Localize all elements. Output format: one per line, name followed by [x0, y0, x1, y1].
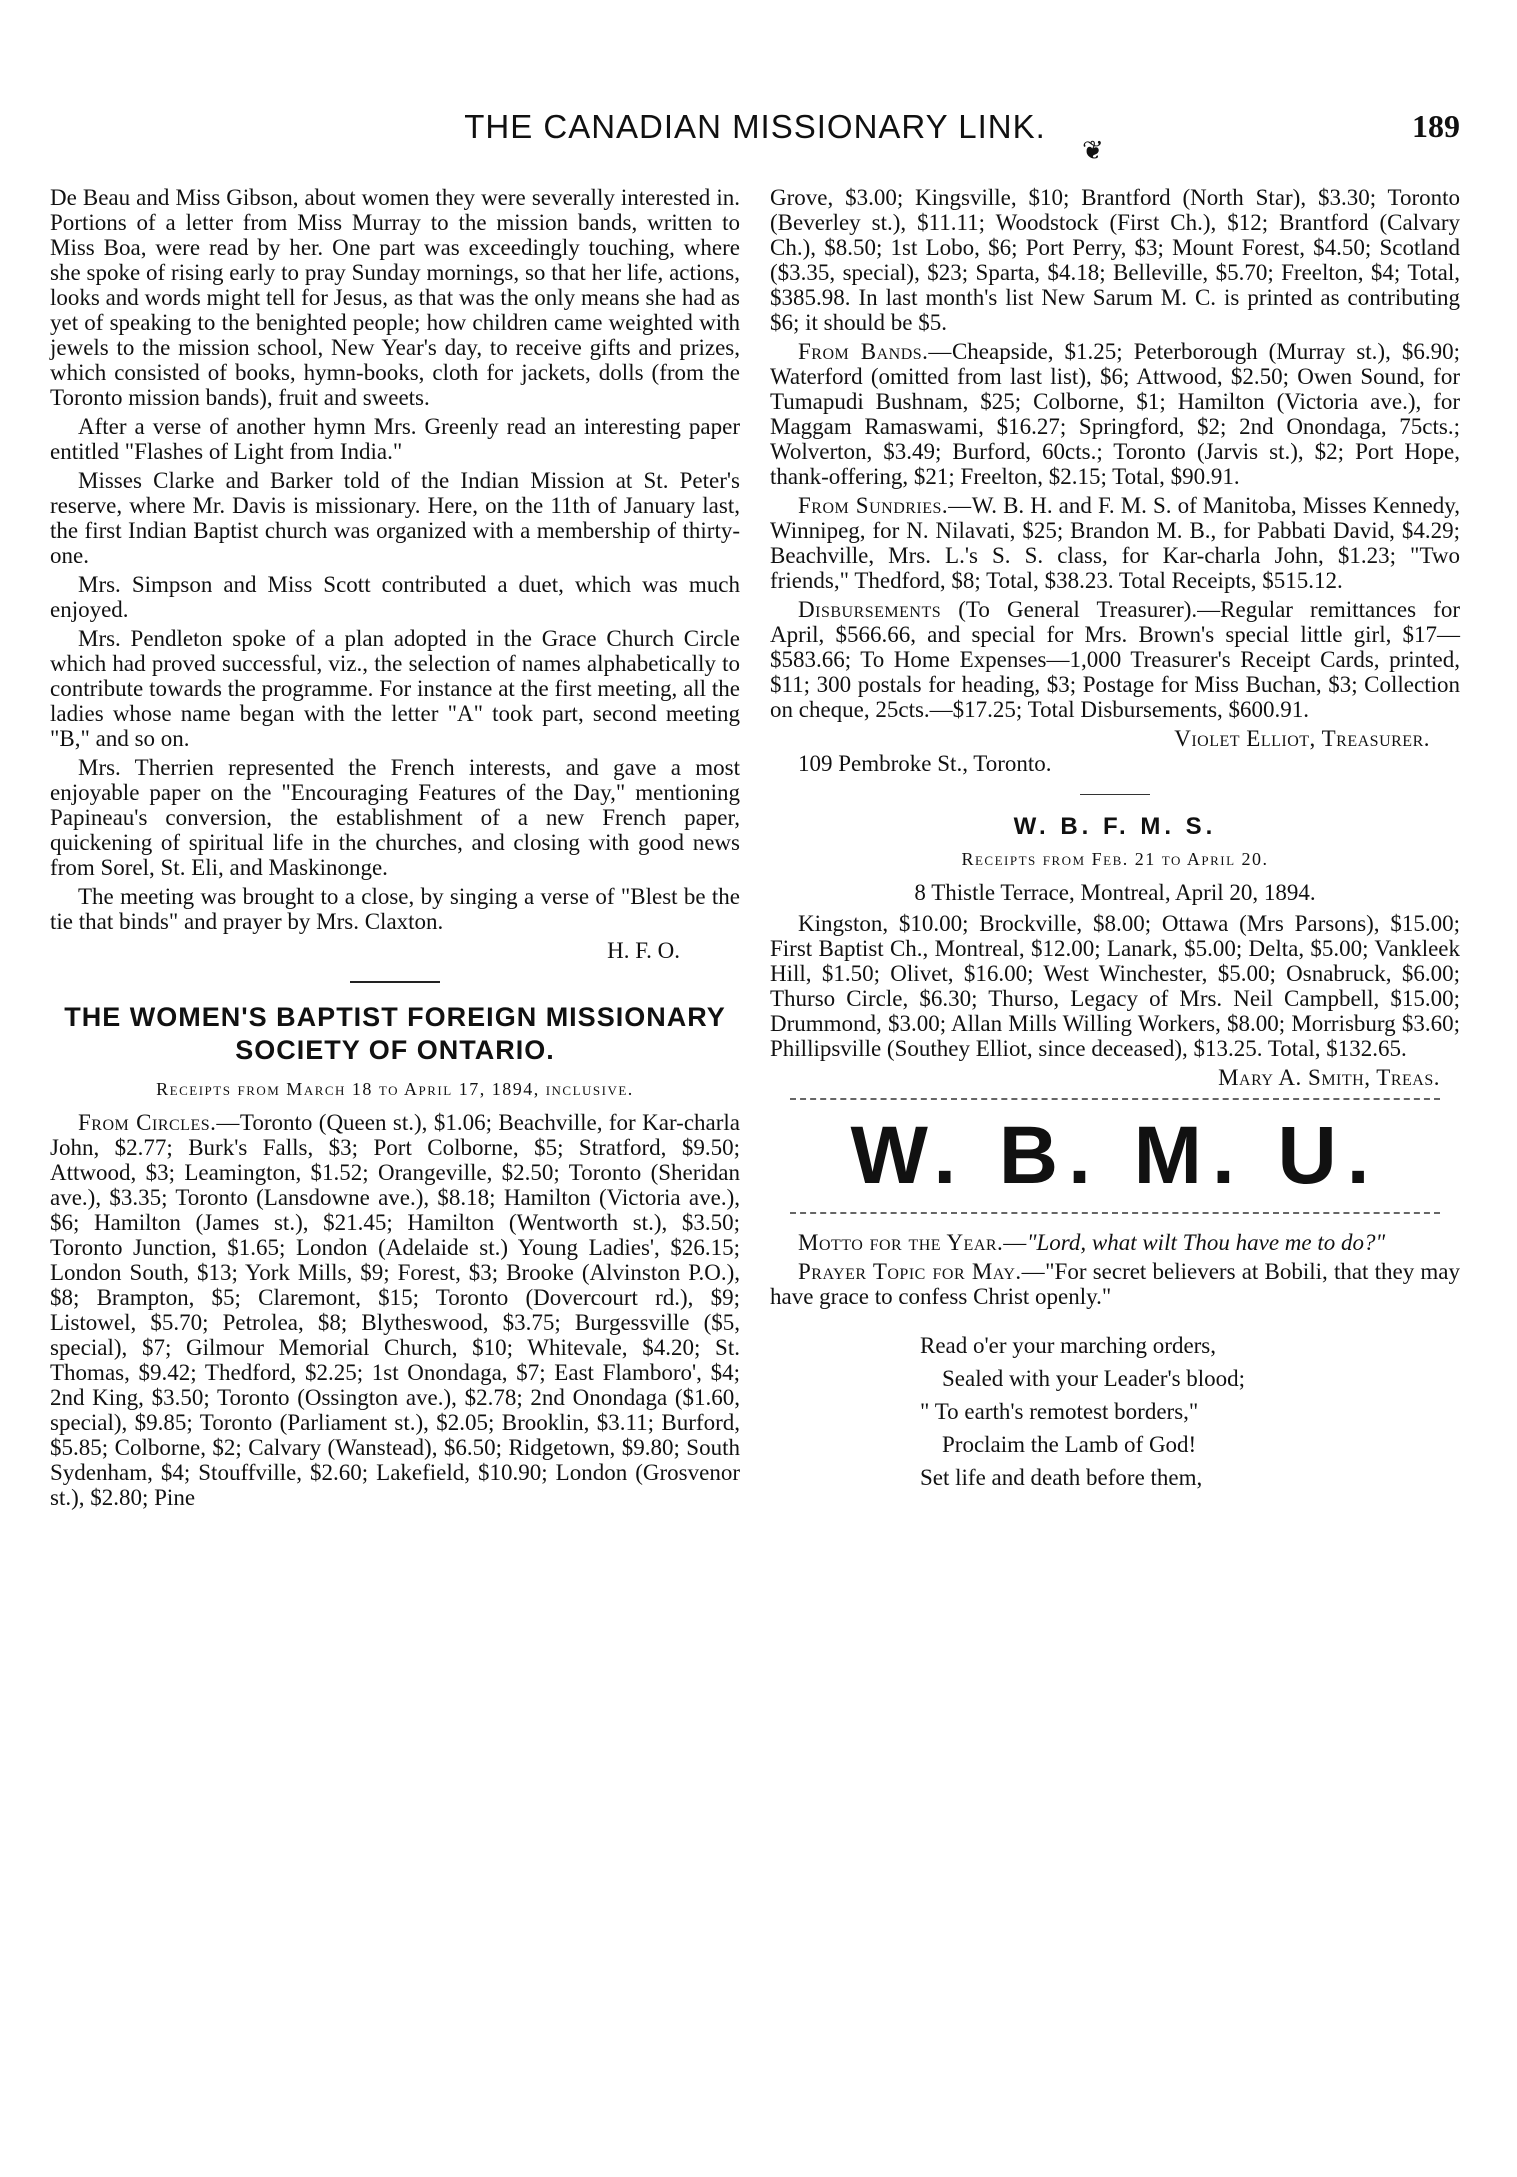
paragraph: Misses Clarke and Barker told of the Indian Mission at St. Peter's reserve, where Mr. Davis is missionary. Here, on the 11th of January last, the first Indian Baptist church was organized with a membership of thirty-one.: [50, 468, 740, 568]
prayer-label: Prayer Topic for May.—: [798, 1259, 1046, 1284]
sundries-text: W. B. H. and F. M. S. of Manitoba, Misses Kennedy, Winnipeg, for N. Nilavati, $25; Brandon M. B., for Pabbati David, $4.29; Beachville, Mrs. L.'s S. S. class, for Kar-charla John, $1.23; "Two friends," Thedford, $8; Total, $38.23. Total Receipts, $515.12.: [770, 493, 1460, 593]
disbursements: [770, 597, 1460, 722]
paragraph: De Beau and Miss Gibson, about women they were severally interested in. Portions of a letter from Miss Murray to the mission bands, written to Miss Boa, were read by her. One part was exceedingly touching, where she spoke of rising early to pray Sunday mornings, so that her life, actions, looks and words might tell for Jesus, as that was the only means she had as yet of speaking to the benighted people; how children came weighted with jewels to the mission school, New Year's day, to receive gifts and prizes, which consisted of books, hymn-books, cloth for jackets, dolls (from the Toronto mission bands), fruit and sweets.: [50, 185, 740, 410]
sundries-label: From Sundries.—: [798, 493, 972, 518]
circles-receipts-continued: Grove, $3.00; Kingsville, $10; Brantford (North Star), $3.30; Toronto (Beverley st.), $11.11; Woodstock (First Ch.), $12; Brantford (Calvary Ch.), $8.50; 1st Lobo, $6; Port Perry, $3; Mount Forest, $4.50; Scotland ($3.35, special), $23; Sparta, $4.18; Belleville, $5.70; Freelton, $4; Total, $385.98. In last month's list New Sarum M. C. is printed as contributing $6; it should be $5.: [770, 185, 1460, 335]
paragraph: The meeting was brought to a close, by singing a verse of "Blest be the tie that binds" and prayer by Mrs. Claxton.: [50, 884, 740, 934]
wbfms-signature-text: Mary A. Smith, Treas.: [1218, 1065, 1440, 1090]
poem: [770, 1329, 1460, 1494]
motto-text: "Lord, what wilt Thou have me to do?": [1026, 1230, 1386, 1255]
wbfms-receipts-date-range: Receipts from Feb. 21 to April 20.: [961, 849, 1269, 869]
motto-label: Motto for the Year.—: [798, 1230, 1027, 1255]
wbfms-receipts: Kingston, $10.00; Brockville, $8.00; Ottawa (Mrs Parsons), $15.00; First Baptist Ch., Montreal, $12.00; Lanark, $5.00; Delta, $5.00; Vankleek Hill, $1.50; Olivet, $16.00; West Winchester, $5.00; Osnabruck, $6.00; Thurso Circle, $6.30; Thurso, Legacy of Mrs. Neil Campbell, $15.00; Drummond, $3.00; Allan Mills Willing Workers, $8.00; Morrisburg $3.60; Phillipsville (Southey Elliot, since deceased), $13.25. Total, $132.65.: [770, 911, 1460, 1061]
sundries-receipts: [770, 493, 1460, 593]
right-column: [770, 185, 1460, 1494]
poem-line: Read o'er your marching orders,: [920, 1333, 1217, 1358]
circles-receipts: [50, 1110, 740, 1510]
left-column: [50, 185, 740, 1514]
wbfms-signature: [770, 1065, 1460, 1090]
bands-receipts: [770, 339, 1460, 489]
paragraph: Mrs. Therrien represented the French interests, and gave a most enjoyable paper on the "Encouraging Features of the Day," mentioning Papineau's conversion, the establishment of a new French paper, quickening of spiritual life in the churches, and closing with good news from Sorel, St. Eli, and Maskinonge.: [50, 755, 740, 880]
circles-text: Toronto (Queen st.), $1.06; Beachville, for Kar-charla John, $2.77; Burk's Falls, $3; Port Colborne, $5; Stratford, $9.50; Attwood, $3; Leamington, $1.52; Orangeville, $2.50; Toronto (Sheridan ave.), $3.35; Toronto (Lansdowne ave.), $8.18; Hamilton (Victoria ave.), $6; Hamilton (James st.), $21.45; Hamilton (Wentworth st.), $3.50; Toronto Junction, $1.65; London (Adelaide st.) Young Ladies', $26.15; London South, $13; York Mills, $9; Forest, $3; Brooke (Alvinston P.O.), $8; Brampton, $5; Claremont, $15; Toronto (Dovercourt rd.), $9; Listowel, $5.70; Petrolea, $8; Blytheswood, $3.75; Burgessville ($5, special), $7; Gilmour Memorial Church, $10; Whitevale, $4.20; St. Thomas, $9.42; Thedford, $2.25; 1st Onondaga, $7; East Flamboro', $4; 2nd King, $3.50; Toronto (Ossington ave.), $2.78; 2nd Onondaga ($1.60, special), $9.85; Toronto (Parliament st.), $2.05; Brooklin, $3.11; Burford, $5.85; Colborne, $2; Calvary (Wanstead), $6.50; Ridgetown, $9.80; South Sydenham, $4; Stouffville, $2.60; Lakefield, $10.90; London (Grosvenor st.), $2.80; Pine: [50, 1110, 740, 1510]
wbfms-heading: W. B. F. M. S.: [1013, 813, 1217, 840]
page-number: 189: [1412, 108, 1460, 144]
bands-label: From Bands.—: [798, 339, 952, 364]
wbfms-address: 8 Thistle Terrace, Montreal, April 20, 1894.: [914, 880, 1316, 905]
poem-line: " To earth's remotest borders,": [920, 1399, 1199, 1424]
motto: [770, 1230, 1460, 1255]
treasurer-signature-text: Violet Elliot, Treasurer.: [1174, 726, 1430, 751]
prayer-topic: [770, 1259, 1460, 1309]
society-heading: [50, 1001, 740, 1067]
receipts-date-range: Receipts from March 18 to April 17, 1894, inclusive.: [156, 1079, 634, 1099]
banner-rule-top: [790, 1098, 1440, 1100]
section-rule: [1080, 794, 1150, 795]
society-heading-line: SOCIETY OF ONTARIO.: [235, 1035, 555, 1065]
paragraph: Mrs. Simpson and Miss Scott contributed a duet, which was much enjoyed.: [50, 572, 740, 622]
running-header: [50, 108, 1460, 165]
paragraph: After a verse of another hymn Mrs. Greenly read an interesting paper entitled "Flashes of Light from India.": [50, 414, 740, 464]
section-rule: [350, 981, 440, 983]
paragraph: Mrs. Pendleton spoke of a plan adopted in the Grace Church Circle which had proved successful, viz., the selection of names alphabetically to contribute towards the programme. For instance at the first meeting, all the ladies whose name began with the letter "A" took part, second meeting "B," and so on.: [50, 626, 740, 751]
treasurer-address: 109 Pembroke St., Toronto.: [798, 751, 1052, 776]
author-initials: [50, 938, 740, 963]
treasurer-signature: [770, 726, 1460, 751]
wbmu-banner: W. B. M. U.: [850, 1110, 1380, 1201]
poem-line: Proclaim the Lamb of God!: [942, 1432, 1197, 1457]
prayer-text: "For secret believers at Bobili, that they may have grace to confess Christ openly.": [770, 1259, 1460, 1309]
disbursements-text: (To General Treasurer).—Regular remittances for April, $566.66, and special for Mrs. Brown's special little girl, $17—$583.66; To Home Expenses—1,000 Treasurer's Receipt Cards, printed, $11; 300 postals for heading, $3; Postage for Miss Buchan, $3; Collection on cheque, 25cts.—$17.25; Total Disbursements, $600.91.: [770, 597, 1460, 722]
printer-ornament: ❦: [1082, 136, 1104, 165]
poem-line: Sealed with your Leader's blood;: [942, 1366, 1246, 1391]
disbursements-label: Disbursements: [798, 597, 942, 622]
poem-line: Set life and death before them,: [920, 1465, 1203, 1490]
bands-text: Cheapside, $1.25; Peterborough (Murray st.), $6.90; Waterford (omitted from last list), $6; Attwood, $2.50; Owen Sound, for Tumapudi Bushnam, $25; Colborne, $1; Hamilton (Victoria ave.), for Maggam Ramaswami, $16.27; Springford, $2; 2nd Onondaga, 75cts.; Wolverton, $3.49; Burford, 60cts.; Toronto (Jarvis st.), $2; Port Hope, thank-offering, $21; Freelton, $2.15; Total, $90.91.: [770, 339, 1460, 489]
running-title: THE CANADIAN MISSIONARY LINK.: [464, 108, 1046, 145]
banner-rule-bottom: [790, 1212, 1440, 1214]
society-heading-line: THE WOMEN'S BAPTIST FOREIGN MISSIONARY: [64, 1002, 726, 1032]
initials-text: H. F. O.: [607, 938, 680, 963]
circles-label: From Circles.—: [78, 1110, 240, 1135]
